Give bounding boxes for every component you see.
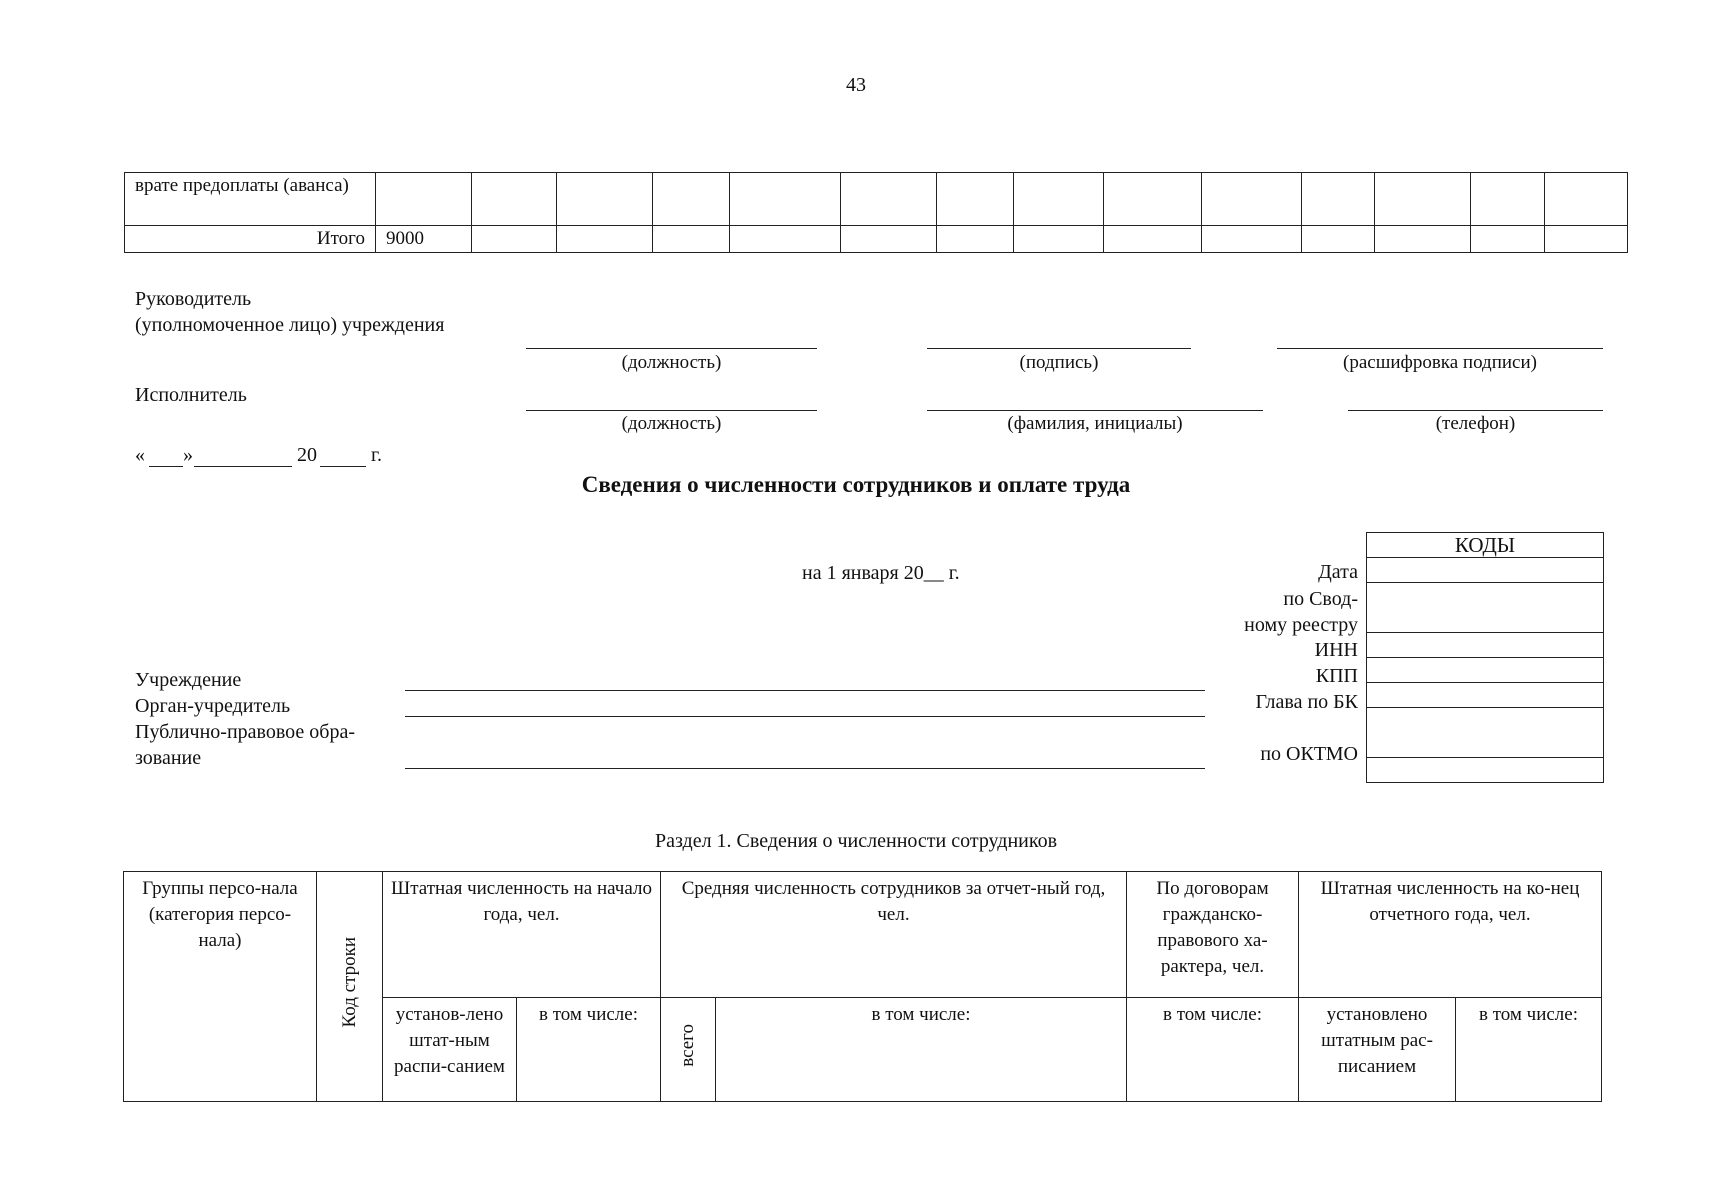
staff-table — [123, 871, 1602, 1102]
code-label-inn: ИНН — [1314, 639, 1358, 661]
header-code — [317, 872, 383, 1102]
institution-line — [405, 690, 1205, 691]
sub-staff-start-incl: в том числе: — [517, 998, 661, 1102]
public-entity-label-2: зование — [135, 747, 202, 769]
page-number: 43 — [846, 74, 866, 96]
public-entity-label: Публично-правовое обра- — [135, 721, 355, 743]
head-label-2: (уполномоченное лицо) учреждения — [135, 314, 445, 336]
day-line — [149, 466, 183, 467]
code-cell-bk — [1367, 683, 1604, 708]
continuation-table — [124, 172, 1628, 253]
month-line — [194, 466, 292, 467]
table-row — [125, 226, 1628, 253]
sub-staff-start-set: установ-лено штат-ным распи-санием — [383, 998, 517, 1102]
code-label-registry-2: ному реестру — [1244, 614, 1358, 636]
total-code: 9000 — [376, 226, 472, 253]
code-label-date: Дата — [1318, 561, 1358, 583]
header-contracts: По договорам гражданско-правового ха-рактера, чел. — [1127, 872, 1299, 998]
codes-box — [1366, 532, 1604, 783]
code-cell-inn — [1367, 633, 1604, 658]
decoding-line — [1277, 348, 1603, 349]
section-title: Раздел 1. Сведения о численности сотрудников — [654, 830, 1058, 852]
date-year-prefix: 20 — [297, 444, 317, 466]
founder-line — [405, 716, 1205, 717]
signature-line — [927, 348, 1191, 349]
sub-staff-end-set: установлено штатным рас-писанием — [1299, 998, 1456, 1102]
sub-staff-end-incl: в том числе: — [1456, 998, 1602, 1102]
code-cell-oktmo — [1367, 708, 1604, 758]
founder-label: Орган-учредитель — [135, 695, 291, 717]
form-title: Сведения о численности сотрудников и оплате труда — [581, 472, 1131, 497]
header-groups: Группы персо-нала (категория персо-нала) — [124, 872, 317, 1102]
name-line — [927, 410, 1263, 411]
code-label-registry-1: по Свод- — [1283, 588, 1358, 610]
date-suffix: г. — [371, 444, 382, 466]
sub-avg-total — [661, 998, 716, 1102]
header-staff-start: Штатная численность на начало года, чел. — [383, 872, 661, 998]
table-row — [124, 872, 1602, 998]
total-label: Итого — [125, 226, 376, 253]
date-close: » — [183, 444, 193, 466]
code-label-kpp: КПП — [1315, 665, 1358, 687]
public-entity-line — [405, 768, 1205, 769]
phone-line — [1348, 410, 1603, 411]
code-label-oktmo: по ОКТМО — [1260, 743, 1358, 765]
position-caption-2: (должность) — [621, 413, 722, 434]
institution-label: Учреждение — [135, 669, 242, 691]
codes-header: КОДЫ — [1367, 533, 1604, 558]
sub-contracts-incl: в том числе: — [1127, 998, 1299, 1102]
code-cell-registry — [1367, 583, 1604, 633]
header-staff-end: Штатная численность на ко-нец отчетного года, чел. — [1299, 872, 1602, 998]
position-caption: (должность) — [621, 352, 722, 373]
phone-caption: (телефон) — [1435, 413, 1516, 434]
report-date: на 1 января 20__ г. — [802, 562, 960, 584]
year-line — [320, 466, 366, 467]
sub-avg-total-text: всего — [677, 1024, 698, 1067]
code-label-bk: Глава по БК — [1255, 691, 1358, 713]
row-label: врате предоплаты (аванса) — [125, 173, 376, 226]
signature-caption: (подпись) — [1019, 352, 1099, 373]
code-cell-date — [1367, 558, 1604, 583]
code-cell-extra — [1367, 758, 1604, 783]
table-row — [125, 173, 1628, 226]
position-line-2 — [526, 410, 817, 411]
decoding-caption: (расшифровка подписи) — [1343, 352, 1537, 373]
sub-avg-incl: в том числе: — [716, 998, 1127, 1102]
head-label: Руководитель — [135, 288, 252, 310]
position-line — [526, 348, 817, 349]
date-open: « — [135, 444, 145, 466]
header-code-text: Код строки — [338, 937, 360, 1028]
code-cell-kpp — [1367, 658, 1604, 683]
name-caption: (фамилия, инициалы) — [1007, 413, 1183, 434]
executor-label: Исполнитель — [135, 384, 247, 406]
header-average: Средняя численность сотрудников за отчет-ный год, чел. — [661, 872, 1127, 998]
